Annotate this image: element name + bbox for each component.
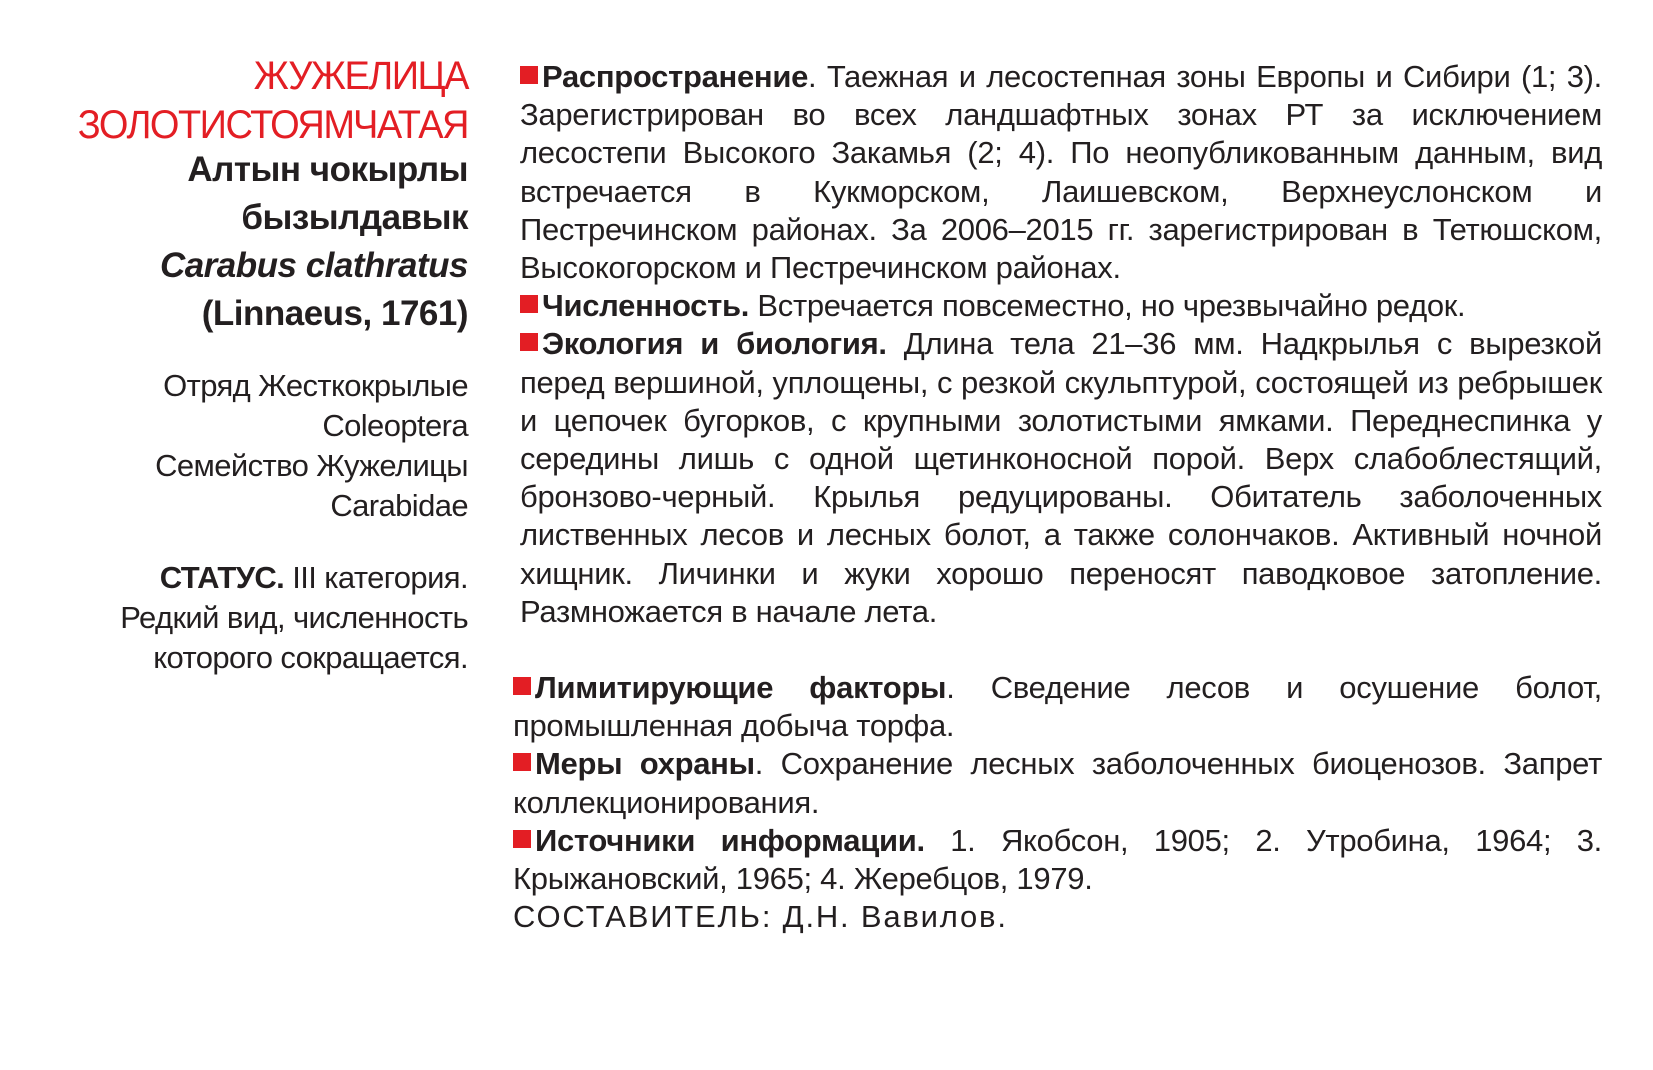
section-spacer (520, 631, 1602, 669)
status-block (40, 558, 468, 678)
ecology-heading: Экология и биология. (542, 326, 887, 362)
section-sources (513, 822, 1602, 898)
red-square-icon (520, 295, 538, 313)
species-title-latin: Carabus clathratus (159, 246, 468, 285)
title-ru-line1: ЖУЖЕЛИЦА (253, 54, 468, 99)
species-title-tatar (40, 146, 468, 242)
abundance-heading: Численность. (542, 288, 750, 324)
status-label: СТАТУС. (159, 560, 285, 595)
distribution-heading: Распространение (542, 59, 809, 94)
species-header (40, 52, 468, 678)
order-russian: Отряд Жесткокрылые (163, 368, 468, 403)
status-line3: которого сокращается. (153, 640, 468, 675)
species-author: (Linnaeus, 1761) (201, 294, 468, 333)
red-square-icon (513, 753, 531, 771)
red-square-icon (513, 830, 531, 848)
species-title-russian (40, 52, 468, 150)
protection-text: . Сохранение лесных заболоченных биоценозов. Запрет коллекционирования. (513, 746, 1602, 820)
protection-heading: Меры охраны (535, 746, 755, 782)
section-limiting-factors (513, 669, 1602, 745)
limiting-text: . Сведение лесов и осушение болот, промышленная добыча торфа. (513, 670, 1602, 744)
sources-text: 1. Якобсон, 1905; 2. Утробина, 1964; 3. Крыжановский, 1965; 4. Жеребцов, 1979. (513, 822, 1602, 897)
limiting-heading: Лимитирующие факторы (535, 670, 947, 706)
abundance-text: Встречается повсеместно, но чрезвычайно редок. (749, 288, 1466, 324)
status-category: III категория. (284, 560, 468, 595)
family-latin: Carabidae (330, 488, 468, 523)
article-body (513, 58, 1602, 936)
taxonomy-block (40, 366, 468, 526)
section-abundance (520, 287, 1602, 325)
section-ecology (520, 325, 1602, 631)
status-line2: Редкий вид, численность (120, 600, 468, 635)
compiler-line: СОСТАВИТЕЛЬ: Д.Н. Вавилов. (513, 899, 1008, 935)
ecology-text: Длина тела 21–36 мм. Надкрылья с вырезкой перед вершиной, уплощены, с резкой скульптурой, состоящей из ребрышек и цепочек бугорков, с крупными золотистыми ямками. Переднеспинка у середины лишь с одной щетинконосной порой. Верх слабоблестящий, бронзово-черный. Крылья редуцированы. Обитатель заболоченных лиственных лесов и лесных болот, а также солончаков. Активный ночной хищник. Личинки и жуки хорошо переносят паводковое затопление. Размножается в начале лета. (520, 326, 1602, 629)
family-russian: Семейство Жужелицы (155, 448, 468, 483)
red-square-icon (520, 66, 538, 84)
red-square-icon (520, 333, 538, 351)
title-tat-line2: бызылдавык (241, 198, 468, 237)
distribution-text: . Таежная и лесостепная зоны Европы и Сибири (1; 3). Зарегистрирован во всех ландшафтных зонах РТ за исключением лесостепи Высокого Закамья (2; 4). По неопубликованным данным, вид встречается в Кукморском, Лаишевском, Верхнеуслонском и Пестречинском районах. За 2006–2015 гг. зарегистрирован в Тетюшском, Высокогорском и Пестречинском районах. (520, 59, 1602, 286)
red-square-icon (513, 677, 531, 695)
sources-heading: Источники информации. (535, 822, 925, 858)
title-tat-line1: Алтын чокырлы (187, 150, 468, 189)
order-latin: Coleoptera (322, 408, 468, 443)
section-protection (513, 745, 1602, 821)
title-ru-line2: ЗОЛОТИСТОЯМЧАТАЯ (77, 102, 468, 148)
lower-sections (513, 669, 1602, 936)
section-distribution (520, 58, 1602, 287)
